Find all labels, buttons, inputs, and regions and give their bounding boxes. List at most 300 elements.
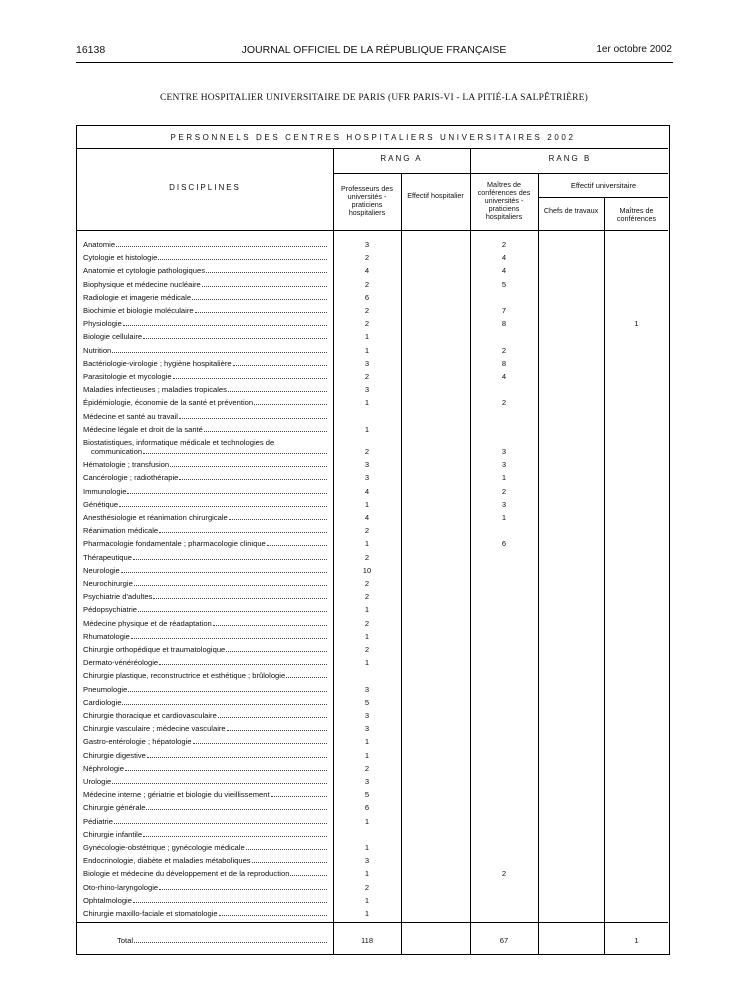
discipline-label-cell <box>83 764 327 773</box>
professeurs-value: 2 <box>364 306 370 315</box>
leader-dots <box>226 651 327 652</box>
discipline-label-cell <box>83 869 327 878</box>
table-row <box>77 359 671 372</box>
col-header-maitres-conferences-ph: Maîtres de conférences des universités - praticiens hospitaliers <box>477 180 531 221</box>
leader-dots <box>254 404 327 405</box>
leader-dots <box>252 862 327 863</box>
table-row <box>77 830 671 843</box>
professeurs-value: 1 <box>364 332 370 342</box>
discipline-name: Biologie cellulaire <box>83 332 143 342</box>
maitres-de-conferences-value: 1 <box>634 319 639 329</box>
table-row <box>77 553 671 566</box>
discipline-label-cell <box>83 473 327 482</box>
discipline-label-cell <box>83 513 327 522</box>
professeurs-value: 3 <box>364 777 370 786</box>
table-row <box>77 253 671 266</box>
table-row <box>77 293 671 306</box>
table-row <box>77 803 671 816</box>
table-row <box>77 883 671 896</box>
leader-dots <box>119 506 327 507</box>
maitres-conferences-ph-value: 4 <box>501 372 507 381</box>
table-row <box>77 711 671 724</box>
discipline-label-cell <box>83 803 327 812</box>
discipline-name: Biochimie et biologie moléculaire <box>83 306 194 315</box>
discipline-name: Chirurgie digestive <box>83 750 146 760</box>
professeurs-value: 3 <box>364 711 370 720</box>
leader-dots <box>123 325 327 326</box>
table-row <box>77 843 671 856</box>
table-row <box>77 869 671 882</box>
discipline-name: Épidémiologie, économie de la santé et prévention <box>83 398 254 408</box>
table-row <box>77 539 671 552</box>
professeurs-value: 6 <box>364 803 370 813</box>
discipline-name: Oto-rhino-laryngologie <box>83 882 159 892</box>
leader-dots <box>246 849 327 850</box>
discipline-label-cell <box>83 777 327 786</box>
professeurs-value: 1 <box>364 631 370 641</box>
leader-dots <box>112 352 327 353</box>
discipline-name: Physiologie <box>83 319 122 329</box>
maitres-conferences-ph-value: 1 <box>501 473 507 483</box>
professeurs-value: 2 <box>364 763 370 773</box>
leader-dots <box>122 704 327 705</box>
maitres-conferences-ph-value: 7 <box>501 306 507 315</box>
professeurs-value: 1 <box>364 909 370 918</box>
professeurs-value: 2 <box>364 279 370 289</box>
discipline-label-cell <box>83 909 327 918</box>
leader-dots <box>218 717 327 718</box>
discipline-label-line1 <box>83 438 327 447</box>
discipline-label-line2 <box>91 447 327 456</box>
professeurs-value: 2 <box>364 552 370 562</box>
table-row <box>77 790 671 803</box>
table-row <box>77 605 671 618</box>
professeurs-value: 3 <box>364 240 370 249</box>
professeurs-value: 6 <box>364 292 370 302</box>
discipline-name: Cancérologie ; radiothérapie <box>83 473 179 483</box>
discipline-name: Chirurgie thoracique et cardiovasculaire <box>83 711 217 720</box>
professeurs-value: 2 <box>364 372 370 381</box>
discipline-label-cell <box>83 843 327 852</box>
professeurs-value: 3 <box>364 724 370 734</box>
discipline-label-cell <box>83 724 327 733</box>
leader-dots <box>112 783 327 784</box>
discipline-name: Immunologie <box>83 486 127 496</box>
discipline-label-cell <box>83 632 327 641</box>
discipline-name: Pédopsychiatrie <box>83 605 138 615</box>
discipline-label-cell <box>83 539 327 548</box>
table-row <box>77 685 671 698</box>
discipline-label-cell <box>83 619 327 628</box>
discipline-name: Bactériologie-virologie ; hygiène hospitalière <box>83 358 232 368</box>
discipline-label-cell <box>83 658 327 667</box>
col-header-professeurs: Professeurs des universités - praticiens hospitaliers <box>341 184 393 217</box>
table-row <box>77 513 671 526</box>
page-number: 16138 <box>76 44 106 56</box>
table-row <box>77 487 671 500</box>
maitres-conferences-ph-value: 8 <box>501 358 507 368</box>
discipline-name: Nutrition <box>83 345 112 355</box>
leader-dots <box>134 942 327 943</box>
discipline-name: Chirurgie générale <box>83 803 146 813</box>
professeurs-value: 3 <box>364 856 370 866</box>
discipline-label-cell <box>83 579 327 588</box>
discipline-label-cell <box>83 605 327 614</box>
discipline-label-cell <box>83 830 327 839</box>
leader-dots <box>133 559 327 560</box>
leader-dots <box>143 338 327 339</box>
table-row <box>77 460 671 473</box>
discipline-label-cell <box>83 332 327 341</box>
professeurs-value: 10 <box>362 565 372 575</box>
table-row <box>77 240 671 253</box>
professeurs-value: 1 <box>364 895 370 905</box>
discipline-name: Pneumologie <box>83 684 128 694</box>
discipline-name: Rhumatologie <box>83 631 130 641</box>
table-row <box>77 671 671 684</box>
professeurs-value: 2 <box>364 579 370 588</box>
professeurs-value: 5 <box>364 697 370 707</box>
title-divider <box>77 148 668 149</box>
table-row <box>77 385 671 398</box>
table-row <box>77 645 671 658</box>
discipline-label-cell <box>83 856 327 865</box>
leader-dots <box>147 757 327 758</box>
table-row <box>77 817 671 830</box>
leader-dots <box>125 770 327 771</box>
leader-dots <box>127 493 327 494</box>
discipline-name: Médecine physique et de réadaptation <box>83 618 212 628</box>
maitres-conferences-ph-value: 2 <box>501 869 507 879</box>
table-row <box>77 737 671 750</box>
maitres-conferences-ph-value: 4 <box>501 266 507 276</box>
discipline-name: Anatomie et cytologie pathologiques <box>83 266 206 276</box>
discipline-label-cell <box>83 385 327 394</box>
maitres-conferences-ph-value: 3 <box>501 447 507 456</box>
discipline-label-cell <box>83 685 327 694</box>
maitres-conferences-ph-value: 1 <box>501 513 507 522</box>
col-header-effectif-hospitalier: Effectif hospitalier <box>407 191 464 200</box>
maitres-conferences-ph-value: 2 <box>501 345 507 355</box>
col-header-chefs-de-travaux: Chefs de travaux <box>543 206 599 215</box>
discipline-label-cell <box>83 645 327 654</box>
leader-dots <box>173 378 327 379</box>
table-row <box>77 698 671 711</box>
professeurs-value: 1 <box>364 843 370 852</box>
discipline-name: Médecine interne ; gériatrie et biologie du vieillissement <box>83 790 270 800</box>
leader-dots <box>233 365 327 366</box>
leader-dots <box>159 889 327 890</box>
professeurs-value: 3 <box>364 460 370 470</box>
table-row <box>77 896 671 909</box>
discipline-label-cell <box>83 487 327 496</box>
maitres-conferences-ph-value: 6 <box>501 539 507 549</box>
leader-dots <box>128 691 327 692</box>
discipline-name: Psychiatrie d'adultes <box>83 592 153 602</box>
professeurs-value: 2 <box>364 253 370 263</box>
effectif-divider <box>538 197 668 198</box>
discipline-label-cell <box>83 306 327 315</box>
table-row <box>77 566 671 579</box>
professeurs-value: 2 <box>364 882 370 892</box>
leader-dots <box>121 572 327 573</box>
discipline-label-cell <box>83 896 327 905</box>
table-row <box>77 372 671 385</box>
discipline-label-cell <box>83 253 327 262</box>
maitres-conferences-ph-value: 8 <box>501 319 507 329</box>
professeurs-value: 4 <box>364 266 370 276</box>
discipline-label-cell <box>83 280 327 289</box>
discipline-label-cell <box>83 398 327 407</box>
discipline-label-cell <box>83 711 327 720</box>
discipline-label-cell <box>83 883 327 892</box>
table-row <box>77 658 671 671</box>
discipline-label-cell <box>83 592 327 601</box>
table-row <box>77 500 671 513</box>
leader-dots <box>271 796 327 797</box>
professeurs-value: 2 <box>364 526 370 536</box>
discipline-name: Urologie <box>83 777 112 786</box>
discipline-name: Biophysique et médecine nucléaire <box>83 279 201 289</box>
table-row <box>77 909 671 922</box>
leader-dots <box>159 532 327 533</box>
professeurs-value: 2 <box>364 592 370 602</box>
disciplines-header: DISCIPLINES <box>169 183 241 192</box>
discipline-name: Parasitologie et mycologie <box>83 372 172 381</box>
total-rule <box>77 922 668 923</box>
leader-dots <box>267 545 327 546</box>
table-row <box>77 425 671 438</box>
discipline-name: Neurologie <box>83 565 120 575</box>
professeurs-value: 2 <box>364 447 370 456</box>
table-row <box>77 777 671 790</box>
discipline-name: Neurochirurgie <box>83 579 133 588</box>
leader-dots <box>227 730 327 731</box>
discipline-label-cell <box>83 566 327 575</box>
leader-dots <box>170 466 327 467</box>
discipline-name: Pharmacologie fondamentale ; pharmacologie clinique <box>83 539 266 549</box>
total-label: Total <box>117 936 134 945</box>
table-row <box>77 332 671 345</box>
professeurs-value: 2 <box>364 618 370 628</box>
col-header-maitres-de-conferences: Maîtres de conférences <box>616 206 657 223</box>
total-row <box>77 936 671 949</box>
discipline-name: Radiologie et imagerie médicale <box>83 292 192 302</box>
professeurs-value: 1 <box>364 658 370 668</box>
rang-b-header: RANG B <box>548 154 592 163</box>
leader-dots <box>286 677 327 678</box>
discipline-label-cell <box>83 346 327 355</box>
table-row <box>77 579 671 592</box>
discipline-label-cell <box>83 737 327 746</box>
table-row <box>77 619 671 632</box>
discipline-name: Gynécologie-obstétrique ; gynécologie médicale <box>83 843 245 852</box>
table-row <box>77 398 671 411</box>
discipline-label-cell <box>83 425 327 434</box>
table-row <box>77 632 671 645</box>
discipline-name: Médecine et santé au travail <box>83 411 178 421</box>
leader-dots <box>134 585 327 586</box>
leader-dots <box>219 915 327 916</box>
professeurs-value: 1 <box>364 737 370 747</box>
rang-a-header: RANG A <box>380 154 423 163</box>
discipline-name: Maladies infectieuses ; maladies tropicales <box>83 385 227 395</box>
discipline-name: Endocrinologie, diabète et maladies métaboliques <box>83 856 251 866</box>
leader-dots <box>206 272 327 273</box>
discipline-name: Chirurgie infantile <box>83 829 143 839</box>
total-professeurs: 118 <box>360 936 374 945</box>
leader-dots <box>228 391 327 392</box>
discipline-name: Chirurgie maxillo-faciale et stomatologie <box>83 909 218 918</box>
discipline-name: Thérapeutique <box>83 552 132 562</box>
professeurs-value: 4 <box>364 513 370 522</box>
leader-dots <box>213 625 327 626</box>
table-row <box>77 346 671 359</box>
maitres-conferences-ph-value: 3 <box>501 499 507 509</box>
discipline-label-cell <box>83 790 327 799</box>
staff-table <box>76 125 670 955</box>
professeurs-value: 4 <box>364 486 370 496</box>
maitres-conferences-ph-value: 2 <box>501 240 507 249</box>
total-maitres-conferences-ph: 67 <box>499 936 509 945</box>
table-title: PERSONNELS DES CENTRES HOSPITALIERS UNIVERSITAIRES 2002 <box>170 133 576 142</box>
leader-dots <box>179 418 327 419</box>
professeurs-value: 3 <box>364 473 370 483</box>
professeurs-value: 1 <box>364 398 370 408</box>
leader-dots <box>146 809 327 810</box>
discipline-name-continued: communication <box>91 447 143 456</box>
maitres-conferences-ph-value: 5 <box>501 279 507 289</box>
discipline-label-cell <box>83 293 327 302</box>
discipline-name: Cardiologie <box>83 697 122 707</box>
leader-dots <box>195 312 327 313</box>
table-row <box>77 280 671 293</box>
discipline-label-cell <box>83 526 327 535</box>
discipline-label-cell <box>83 460 327 469</box>
discipline-label-cell <box>83 266 327 275</box>
effectif-universitaire-header: Effectif universitaire <box>570 181 637 190</box>
table-row <box>77 751 671 764</box>
professeurs-value: 1 <box>364 345 370 355</box>
journal-title: JOURNAL OFFICIEL DE LA RÉPUBLIQUE FRANÇAISE <box>241 44 507 56</box>
professeurs-value: 1 <box>364 869 370 879</box>
table-row <box>77 473 671 486</box>
discipline-label-cell <box>83 698 327 707</box>
discipline-name: Hématologie ; transfusion <box>83 460 170 470</box>
discipline-name: Anatomie <box>83 240 116 249</box>
table-row <box>77 306 671 319</box>
document-subtitle: CENTRE HOSPITALIER UNIVERSITAIRE DE PARIS (UFR PARIS-VI - LA PITIÉ-LA SALPÊTRIÈRE) <box>160 93 588 103</box>
discipline-label-cell <box>83 553 327 562</box>
professeurs-value: 3 <box>364 684 370 694</box>
header-rule <box>76 62 673 63</box>
table-row <box>77 526 671 539</box>
table-row <box>77 856 671 869</box>
discipline-name: Anesthésiologie et réanimation chirurgicale <box>83 513 228 522</box>
professeurs-value: 1 <box>364 499 370 509</box>
table-row <box>77 319 671 332</box>
maitres-conferences-ph-value: 3 <box>501 460 507 470</box>
discipline-label-cell <box>83 671 327 680</box>
leader-dots <box>229 519 327 520</box>
leader-dots <box>179 479 327 480</box>
table-row <box>77 438 671 456</box>
table-row <box>77 592 671 605</box>
leader-dots <box>193 743 328 744</box>
rank-divider <box>333 173 668 174</box>
discipline-label-cell <box>83 359 327 368</box>
professeurs-value: 1 <box>364 816 370 826</box>
table-row <box>77 764 671 777</box>
discipline-label-cell <box>83 240 327 249</box>
professeurs-value: 1 <box>364 750 370 760</box>
discipline-name: Ophtalmologie <box>83 895 132 905</box>
discipline-name: Dermato-vénéréologie <box>83 658 159 668</box>
leader-dots <box>204 431 327 432</box>
leader-dots <box>114 823 327 824</box>
professeurs-value: 3 <box>364 358 370 368</box>
table-row <box>77 724 671 737</box>
discipline-name: Réanimation médicale <box>83 526 159 536</box>
discipline-label-cell <box>83 319 327 328</box>
table-row <box>77 266 671 279</box>
discipline-name: Cytologie et histologie <box>83 253 158 263</box>
header-bottom-rule <box>77 230 668 231</box>
leader-dots <box>290 875 327 876</box>
discipline-label-cell <box>83 751 327 760</box>
discipline-name: Chirurgie vasculaire ; médecine vasculaire <box>83 724 226 734</box>
leader-dots <box>131 638 327 639</box>
maitres-conferences-ph-value: 2 <box>501 486 507 496</box>
leader-dots <box>116 246 327 247</box>
publication-date: 1er octobre 2002 <box>596 44 672 55</box>
discipline-name: Néphrologie <box>83 763 124 773</box>
maitres-conferences-ph-value: 4 <box>501 253 507 263</box>
total-maitres-de-conferences: 1 <box>634 936 639 945</box>
leader-dots <box>158 259 327 260</box>
professeurs-value: 5 <box>364 790 370 800</box>
professeurs-value: 1 <box>364 424 370 434</box>
table-row <box>77 412 671 425</box>
leader-dots <box>202 286 327 287</box>
discipline-name: Pédiatrie <box>83 816 113 826</box>
discipline-name: Biologie et médecine du développement et de la reproduction <box>83 869 290 879</box>
discipline-name: Chirurgie plastique, reconstructrice et esthétique ; brûlologie <box>83 671 286 681</box>
professeurs-value: 2 <box>364 319 370 329</box>
leader-dots <box>143 836 327 837</box>
discipline-name: Chirurgie orthopédique et traumatologique <box>83 645 226 654</box>
discipline-label-cell <box>83 500 327 509</box>
professeurs-value: 3 <box>364 385 370 395</box>
total-label-cell <box>117 936 327 945</box>
maitres-conferences-ph-value: 2 <box>501 398 507 408</box>
discipline-name: Biostatistiques, informatique médicale et technologies de <box>83 438 275 447</box>
discipline-label-cell <box>83 817 327 826</box>
professeurs-value: 1 <box>364 605 370 615</box>
leader-dots <box>153 598 327 599</box>
leader-dots <box>192 299 327 300</box>
discipline-name: Gastro-entérologie ; hépatologie <box>83 737 192 747</box>
professeurs-value: 2 <box>364 645 370 654</box>
leader-dots <box>143 453 327 454</box>
discipline-name: Médecine légale et droit de la santé <box>83 424 203 434</box>
discipline-label-cell <box>83 372 327 381</box>
discipline-label-cell <box>83 412 327 421</box>
leader-dots <box>159 664 327 665</box>
discipline-name: Génétique <box>83 499 119 509</box>
leader-dots <box>133 902 327 903</box>
leader-dots <box>138 611 327 612</box>
